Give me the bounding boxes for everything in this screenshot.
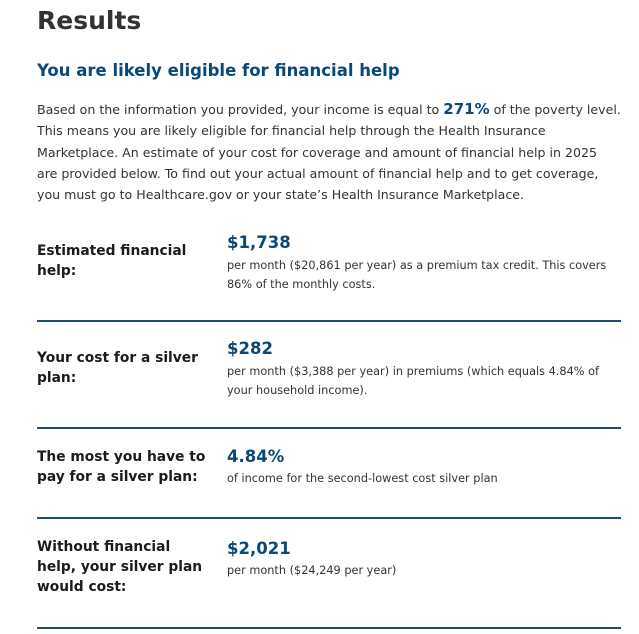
intro-text-before: Based on the information you provided, your income is equal to xyxy=(37,102,444,117)
result-row-max-pay xyxy=(37,429,621,519)
result-row-financial-help xyxy=(37,225,621,322)
result-value: 4.84% xyxy=(227,447,285,466)
result-label: Your cost for a silver plan: xyxy=(37,350,198,386)
result-value: $1,738 xyxy=(227,233,291,252)
result-row-silver-cost xyxy=(37,322,621,429)
eligibility-heading: You are likely eligible for financial help xyxy=(37,61,400,80)
result-value: $282 xyxy=(227,339,273,358)
result-description: per month ($3,388 per year) in premiums (which equals 4.84% of your household income). xyxy=(227,365,599,397)
page-title: Results xyxy=(37,6,142,35)
results-list xyxy=(37,225,621,629)
intro-text-after: of the poverty level. This means you are likely eligible for financial help through the Health Insurance Marketplace. An estimate of your cost for coverage and amount of financial help in 2025 are provided below. To find out your actual amount of financial help and to get coverage, you must go to Healthcare.gov or your state’s Health Insurance Marketplace. xyxy=(37,102,621,203)
poverty-level-percent: 271% xyxy=(443,100,490,118)
result-row-without-help xyxy=(37,519,621,629)
result-label: Estimated financial help: xyxy=(37,243,187,279)
result-label: Without financial help, your silver plan would cost: xyxy=(37,539,203,595)
result-description: per month ($24,249 per year) xyxy=(227,564,397,577)
intro-paragraph xyxy=(37,99,621,205)
results-page xyxy=(37,0,621,595)
result-description: of income for the second-lowest cost silver plan xyxy=(227,472,498,485)
result-description: per month ($20,861 per year) as a premium tax credit. This covers 86% of the monthly costs. xyxy=(227,259,607,291)
result-label: The most you have to pay for a silver plan: xyxy=(37,449,206,485)
result-value: $2,021 xyxy=(227,539,291,558)
